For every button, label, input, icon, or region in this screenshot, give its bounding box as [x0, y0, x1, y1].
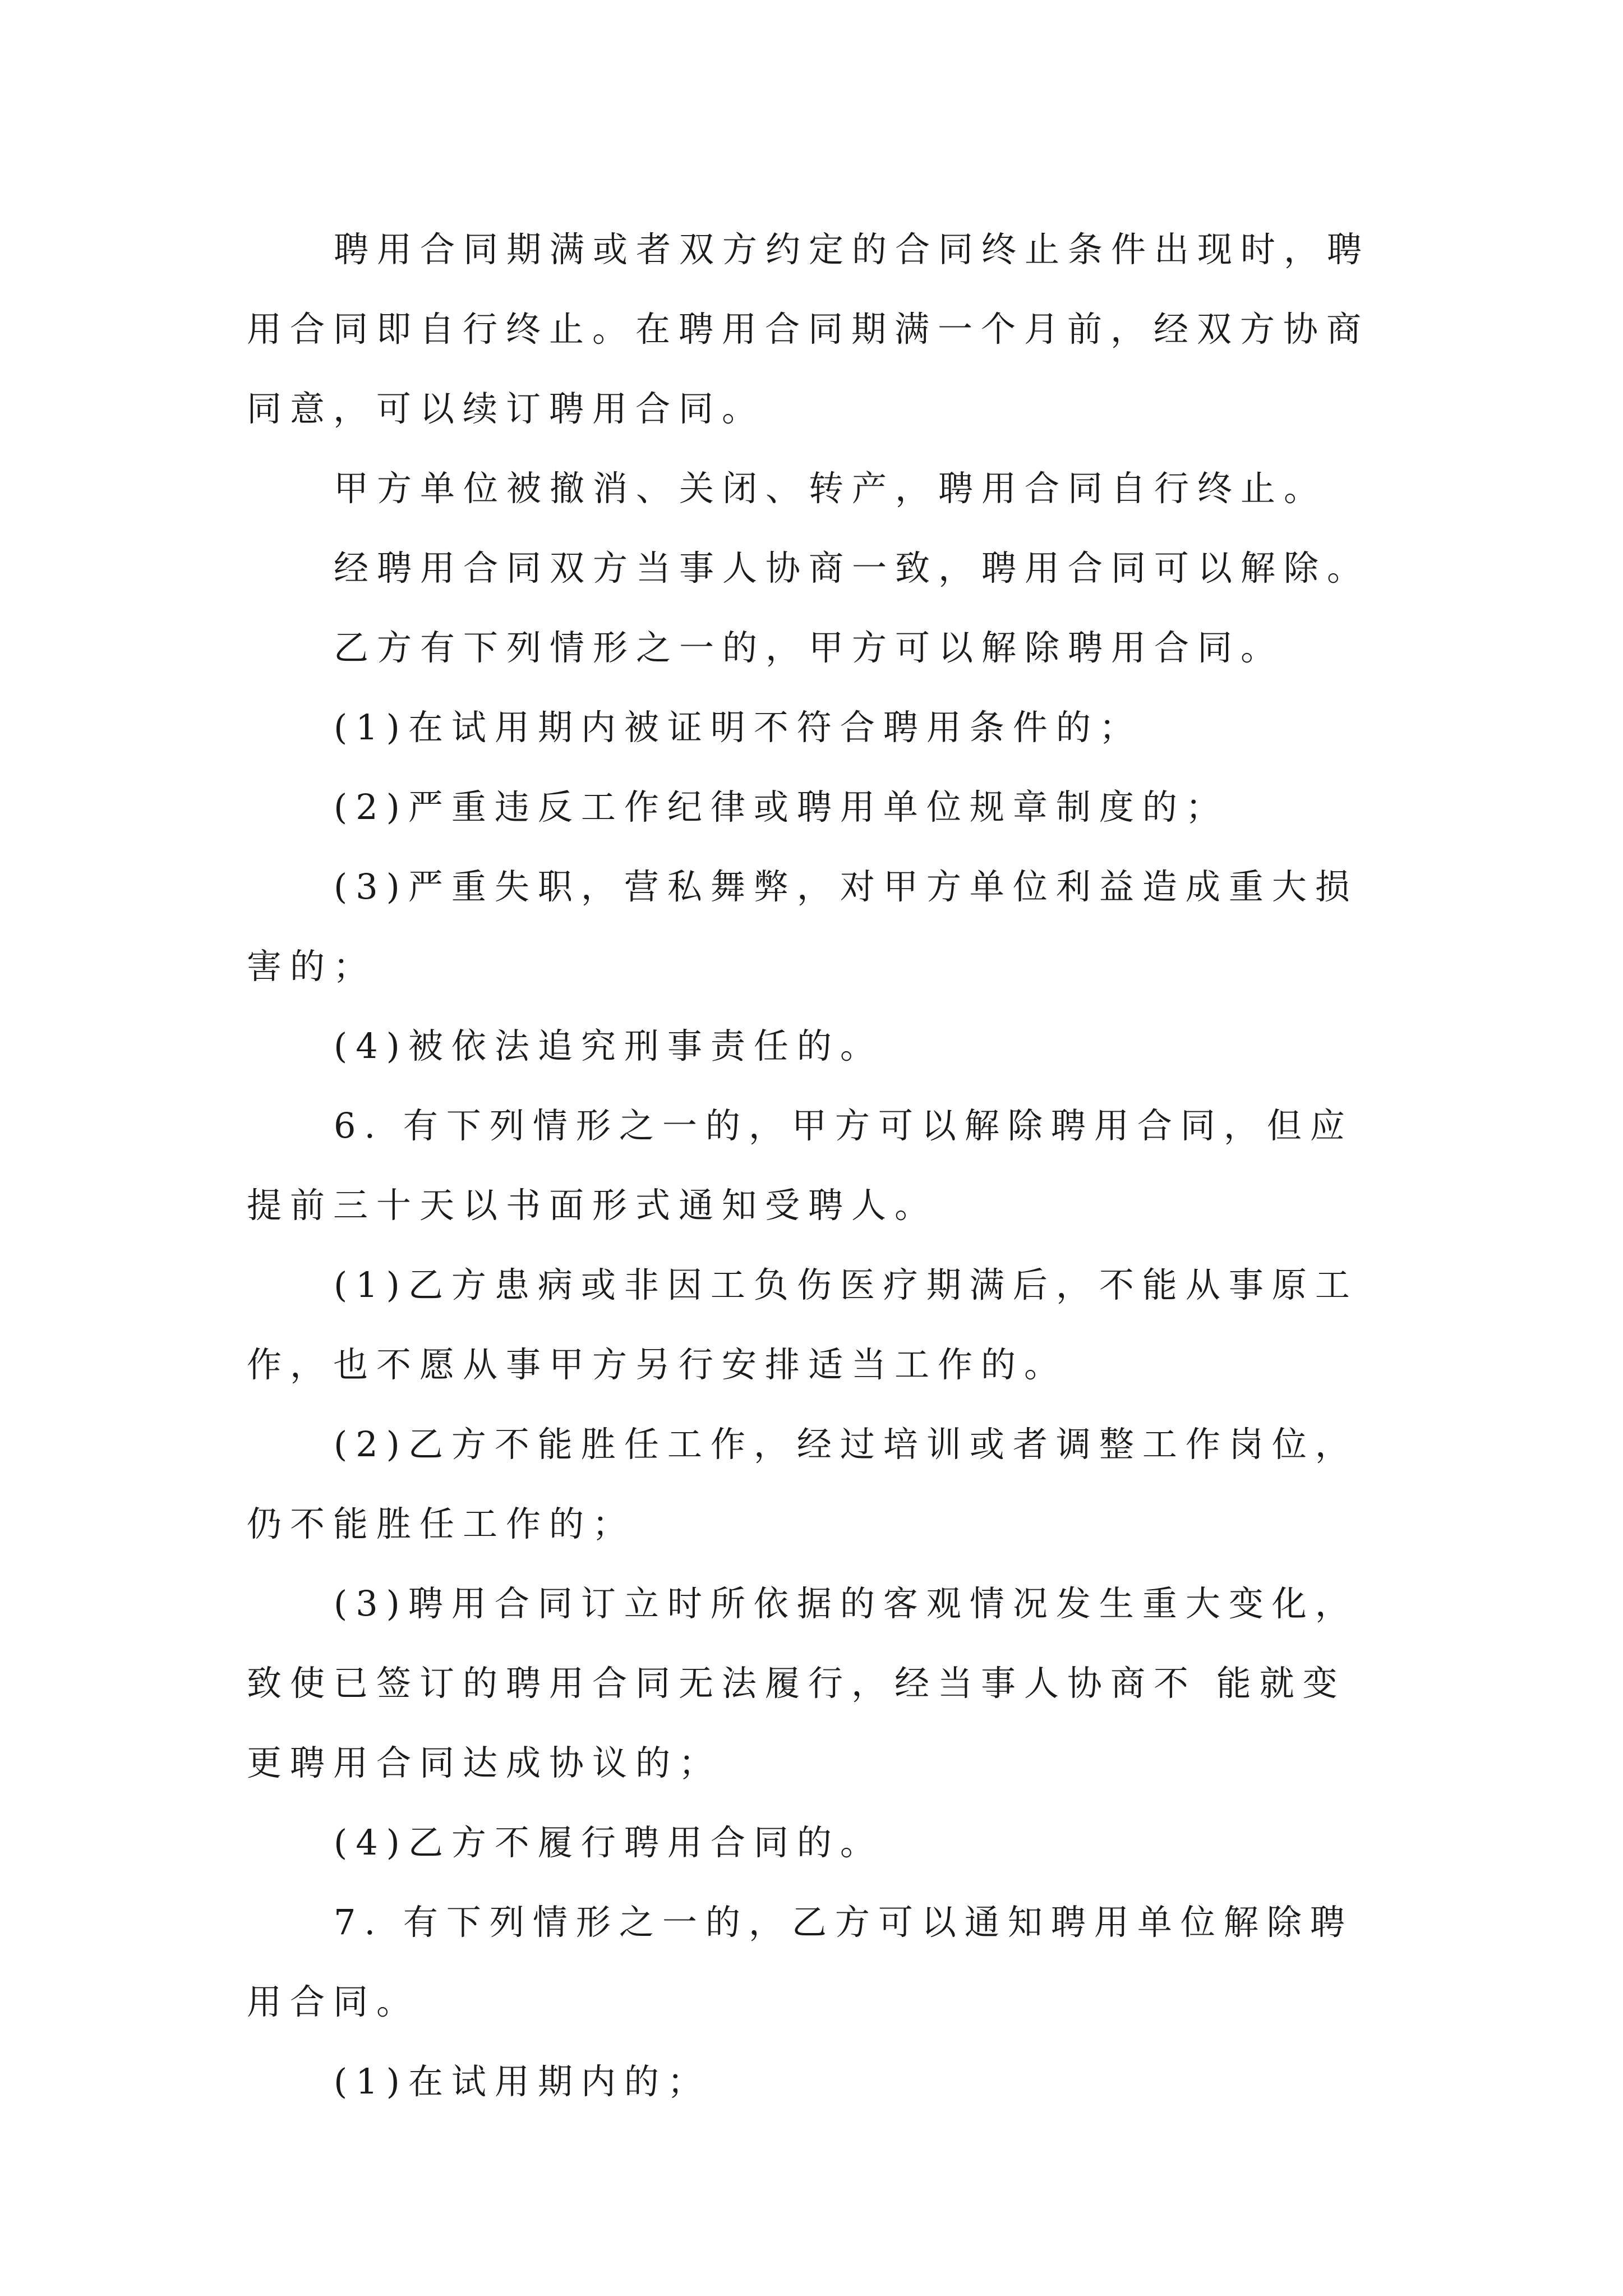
clause-text: 7. 有下列情形之一的，乙方可以通知聘用单位解除聘 — [334, 1902, 1353, 1943]
text-line: 用合同即自行终止。在聘用合同期满一个月前，经双方协商 — [247, 309, 1370, 349]
clause-text: 6. 有下列情形之一的，甲方可以解除聘用合同，但应 — [334, 1105, 1353, 1146]
list-item: (4)被依法追究刑事责任的。 — [334, 1025, 883, 1066]
clause-text: 提前三十天以书面形式通知受聘人。 — [247, 1185, 938, 1226]
list-item: (1)在试用期内被证明不符合聘用条件的； — [334, 707, 1142, 748]
list-item: 致使已签订的聘用合同无法履行，经当事人协商不 能就变 — [247, 1663, 1346, 1704]
list-item: 仍不能胜任工作的； — [247, 1503, 636, 1544]
list-item: (1)在试用期内的； — [334, 2061, 711, 2102]
list-item: (1)乙方患病或非因工负伤医疗期满后，不能从事原工 — [334, 1264, 1358, 1305]
text-line: 同意，可以续订聘用合同。 — [247, 388, 766, 429]
list-item: (4)乙方不履行聘用合同的。 — [334, 1822, 883, 1863]
text-line: 经聘用合同双方当事人协商一致，聘用合同可以解除。 — [334, 547, 1371, 588]
list-item: 作，也不愿从事甲方另行安排适当工作的。 — [247, 1344, 1068, 1385]
list-item: (3)聘用合同订立时所依据的客观情况发生重大变化， — [334, 1583, 1358, 1624]
clause-text: 用合同。 — [247, 1981, 420, 2022]
text-line: 甲方单位被撤消、关闭、转产，聘用合同自行终止。 — [334, 468, 1327, 509]
list-item: (2)严重违反工作纪律或聘用单位规章制度的； — [334, 786, 1229, 827]
list-item: 害的； — [247, 946, 377, 987]
list-item: 更聘用合同达成协议的； — [247, 1742, 722, 1783]
text-line: 聘用合同期满或者双方约定的合同终止条件出现时，聘 — [334, 229, 1371, 270]
list-item: (3)严重失职，营私舞弊，对甲方单位利益造成重大损 — [334, 866, 1358, 907]
list-item: (2)乙方不能胜任工作，经过培训或者调整工作岗位， — [334, 1424, 1358, 1465]
text-line: 乙方有下列情形之一的，甲方可以解除聘用合同。 — [334, 627, 1284, 668]
